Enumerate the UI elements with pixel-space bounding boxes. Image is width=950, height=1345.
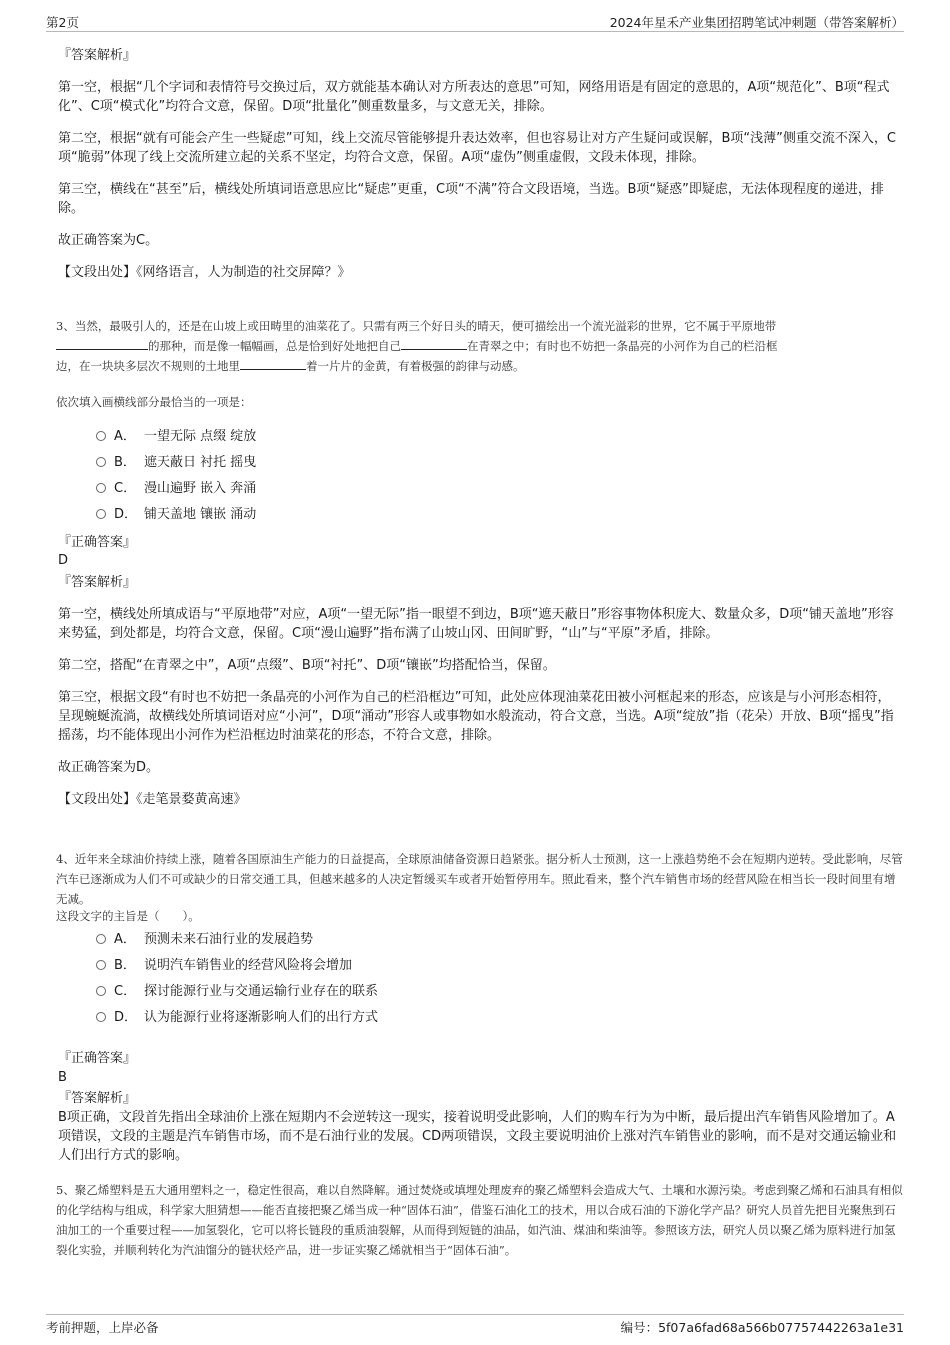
q2-analysis-label: 『答案解析』: [58, 48, 137, 63]
radio-icon[interactable]: [96, 483, 106, 493]
q2-source: 【文段出处】《网络语言，人为制造的社交屏障？》: [58, 265, 351, 280]
q4-option-a[interactable]: A． 预测未来石油行业的发展趋势: [96, 930, 313, 950]
q3-text-c: 在青翠之中；有时也不妨把一条晶亮的小河作为自己的栏沿框: [467, 339, 778, 353]
q4-option-b[interactable]: B． 说明汽车销售业的经营风险将会增加: [96, 956, 352, 976]
q4-option-c[interactable]: C． 探讨能源行业与交通运输行业存在的联系: [96, 982, 378, 1002]
radio-icon[interactable]: [96, 509, 106, 519]
radio-icon[interactable]: [96, 1012, 106, 1022]
q3-question-text: [56, 316, 904, 376]
q3-text-b: 的那种，而是像一幅幅画，总是恰到好处地把自己: [148, 339, 401, 353]
q4-analysis: B项正确，文段首先指出全球油价上涨在短期内不会逆转这一现实，接着说明受此影响，人们的购车行为为中断，最后提出汽车销售风险增加了。A项错误，文段的主题是汽车销售市场，而不是石油行业的发展。CD两项错误，文段主要说明油价上涨对汽车销售业的影响，而不是对交通运输业和人们出行方式的影响。: [58, 1110, 897, 1163]
radio-icon[interactable]: [96, 431, 106, 441]
radio-icon[interactable]: [96, 986, 106, 996]
page-header: [46, 13, 904, 32]
q3-option-d[interactable]: D． 铺天盖地 镶嵌 涌动: [96, 505, 256, 525]
document-title: 2024年星禾产业集团招聘笔试冲刺题（带答案解析）: [609, 15, 904, 30]
footer-slogan: 考前押题，上岸必备: [46, 1320, 159, 1335]
q3-analysis-para-3: 第三空，根据文段“有时也不妨把一条晶亮的小河作为自己的栏沿框边”可知，此处应体现油菜花田被小河框起来的形态，应该是与小河形态相符，呈现蜿蜒流淌，故横线处所填词语对应“小河”，D项“涌动”形容人或事物如水般流动，符合文意，当选。A项“绽放”指（花朵）开放、B项“摇曳”指摇荡，均不能体现出小河作为栏沿框边时油菜花的形态，不符合文意，排除。: [58, 690, 894, 743]
q3-text-a: 3、当然，最吸引人的，还是在山坡上或田畴里的油菜花了。只需有两三个好日头的晴天，便可描绘出一个流光溢彩的世界，它不属于平原地带: [56, 319, 777, 333]
q3-blank-3: [240, 356, 306, 370]
q4-analysis-label: 『答案解析』: [58, 1091, 137, 1106]
q3-analysis-block: [58, 573, 898, 809]
q3-blank-1: [56, 336, 148, 350]
q4-question-text: 4、近年来全球油价持续上涨，随着各国原油生产能力的日益提高，全球原油储备资源日趋紧张。据分析人士预测，这一上涨趋势绝不会在短期内逆转。受此影响，尽管汽车已逐渐成为人们不可或缺少的日常交通工具，但越来越多的人决定暂缓买车或者开始暂停用车。照此看来，整个汽车销售市场的经营风险在相当长一段时间里有增无减。: [56, 852, 903, 906]
radio-icon[interactable]: [96, 960, 106, 970]
q3-prompt: 依次填入画横线部分最恰当的一项是：: [56, 395, 252, 409]
page-number: 第2页: [46, 15, 79, 30]
q3-option-b[interactable]: B． 遮天蔽日 衬托 摇曳: [96, 453, 256, 473]
q2-analysis-block: [58, 46, 898, 282]
q3-analysis-label: 『答案解析』: [58, 575, 137, 590]
radio-icon[interactable]: [96, 457, 106, 467]
q4-option-d[interactable]: D． 认为能源行业将逐渐影响人们的出行方式: [96, 1008, 378, 1028]
q3-option-a[interactable]: A． 一望无际 点缀 绽放: [96, 427, 256, 447]
q3-answer: D: [58, 553, 69, 568]
q3-text-d: 边，在一块块多层次不规则的土地里: [56, 359, 240, 373]
q4-answer: B: [58, 1070, 67, 1085]
q3-text-e: 着一片片的金黄，有着极强的韵律与动感。: [306, 359, 525, 373]
q4-answer-label: 『正确答案』: [58, 1051, 137, 1066]
q3-source: 【文段出处】《走笔景婺黄高速》: [58, 792, 247, 807]
q2-analysis-para-2: 第二空，根据“就有可能会产生一些疑虑”可知，线上交流尽管能够提升表达效率，但也容易让对方产生疑问或误解，B项“浅薄”侧重交流不深入，C项“脆弱”体现了线上交流所建立起的关系不坚定，均符合文意，保留。A项“虚伪”侧重虚假，文段未体现，排除。: [58, 131, 896, 165]
q4-prompt: 这段文字的主旨是（ ）。: [56, 909, 200, 923]
page-footer: [46, 1314, 904, 1333]
q3-blank-2: [401, 336, 467, 350]
q3-conclusion: 故正确答案为D。: [58, 760, 160, 775]
q3-option-c[interactable]: C． 漫山遍野 嵌入 奔涌: [96, 479, 256, 499]
q3-analysis-para-2: 第二空，搭配“在青翠之中”，A项“点缀”、B项“衬托”、D项“镶嵌”均搭配恰当，保留。: [58, 658, 556, 673]
q3-answer-label: 『正确答案』: [58, 535, 137, 550]
radio-icon[interactable]: [96, 934, 106, 944]
q5-question-text: 5、聚乙烯塑料是五大通用塑料之一，稳定性很高，难以自然降解。通过焚烧或填埋处理废弃的聚乙烯塑料会造成大气、土壤和水源污染。考虑到聚乙烯和石油具有相似的化学结构与组成，科学家大胆猜想——能否直接把聚乙烯当成一种“固体石油”，借鉴石油化工的技术，用以合成石油的下游化学产品？研究人员首先把目光聚焦到石油加工的一个重要过程——加氢裂化，它可以将长链段的重质油裂解，从而得到短链的油品，如汽油、煤油和柴油等。参照该方法，研究人员以聚乙烯为原料进行加氢裂化实验，并顺利转化为汽油馏分的链状烃产品，进一步证实聚乙烯就相当于“固体石油”。: [56, 1183, 903, 1257]
q2-analysis-para-3: 第三空，横线在“甚至”后，横线处所填词语意思应比“疑虑”更重，C项“不满”符合文段语境，当选。B项“疑惑”即疑虑，无法体现程度的递进，排除。: [58, 182, 884, 216]
q2-analysis-para-1: 第一空，根据“几个字词和表情符号交换过后，双方就能基本确认对方所表达的意思”可知，网络用语是有固定的意思的，A项“规范化”、B项“程式化”、C项“模式化”均符合文意，保留。D项“批量化”侧重数量多，与文意无关，排除。: [58, 80, 890, 114]
q3-analysis-para-1: 第一空，横线处所填成语与“平原地带”对应，A项“一望无际”指一眼望不到边，B项“遮天蔽日”形容事物体积庞大、数量众多，D项“铺天盖地”形容来势猛，到处都是，均符合文意，保留。C项“漫山遍野”指布满了山坡山冈、田间旷野，“山”与“平原”矛盾，排除。: [58, 607, 894, 641]
q2-conclusion: 故正确答案为C。: [58, 233, 159, 248]
document-id: 编号：5f07a6fad68a566b07757442263a1e31: [620, 1320, 904, 1335]
